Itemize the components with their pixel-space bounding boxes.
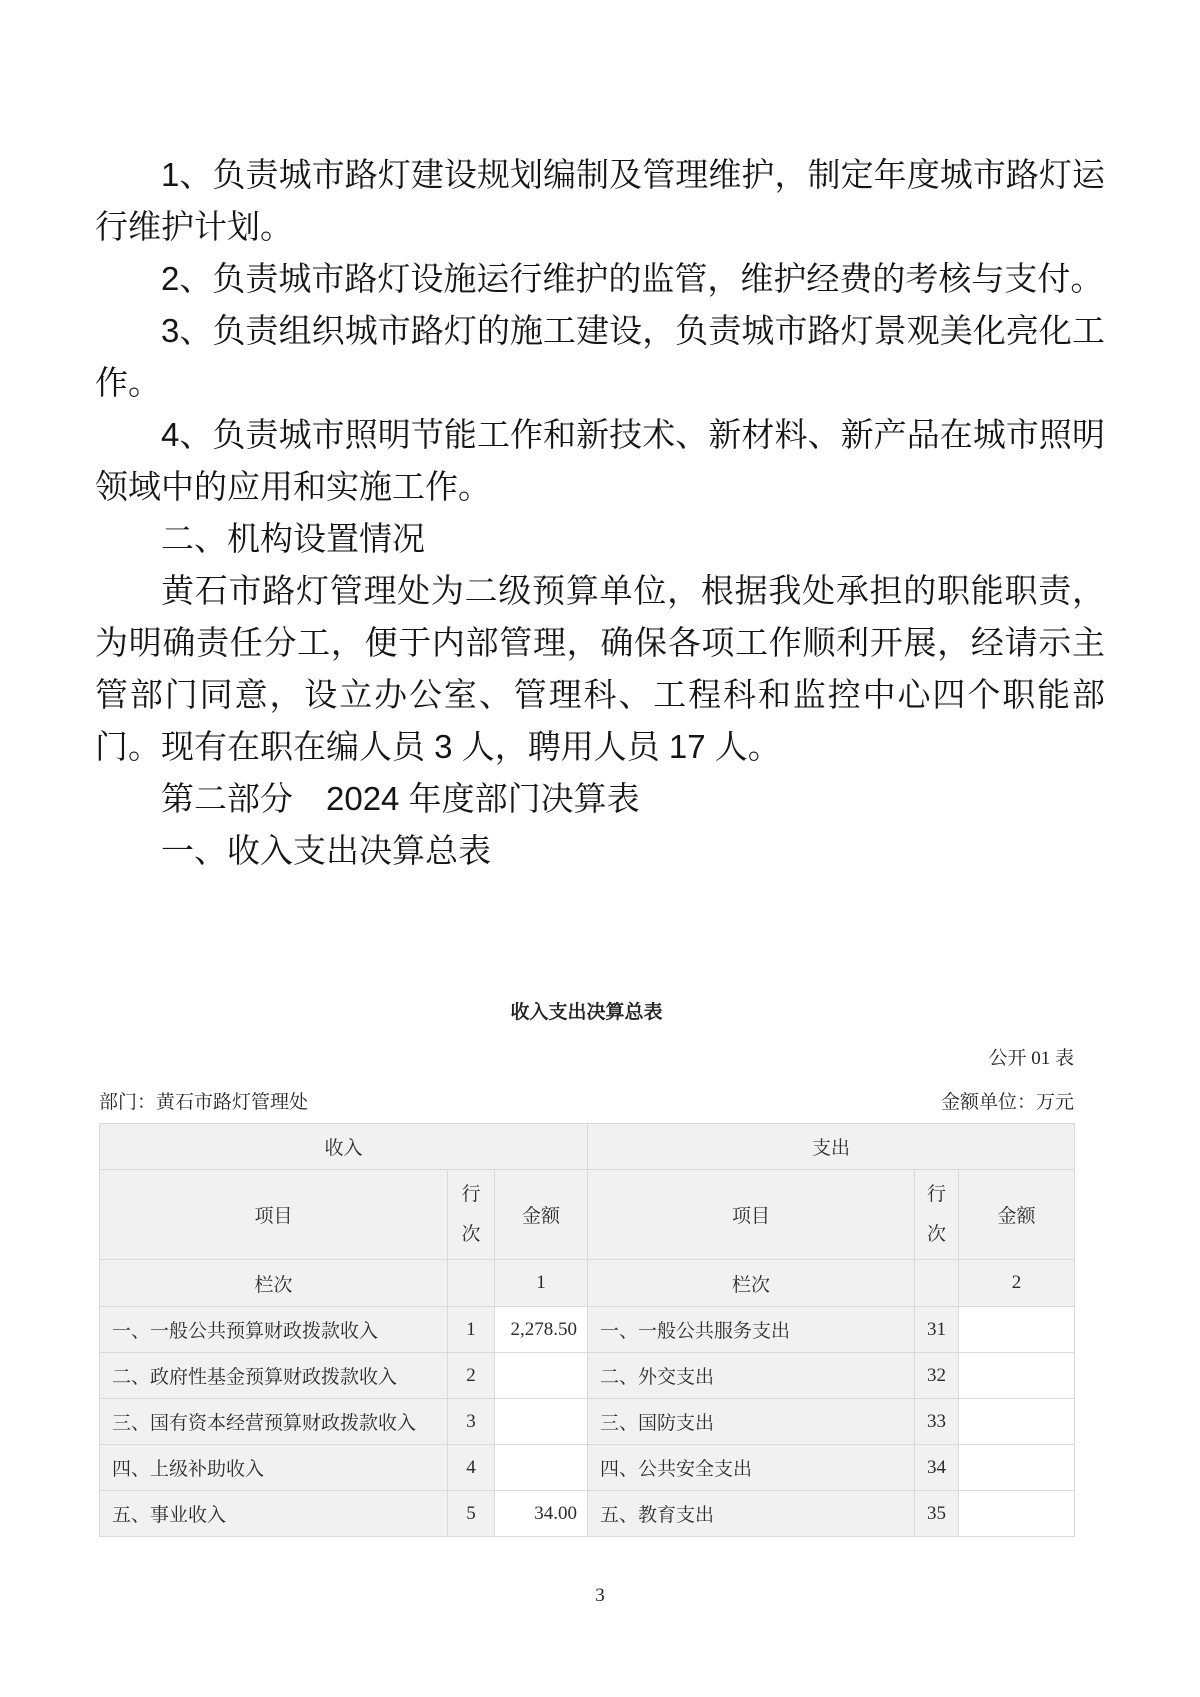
income-amount-cell: 34.00 xyxy=(495,1491,588,1537)
table-row xyxy=(100,1399,1075,1445)
income-section-header: 收入 xyxy=(100,1124,588,1170)
expenditure-row-no-cell: 32 xyxy=(915,1353,959,1399)
column-index-empty xyxy=(915,1260,959,1307)
income-item-cell: 二、政府性基金预算财政拨款收入 xyxy=(100,1353,448,1399)
column-index-expenditure: 2 xyxy=(959,1260,1075,1307)
row-no-stack xyxy=(915,1175,958,1255)
expenditure-row-no-cell: 34 xyxy=(915,1445,959,1491)
income-row-no-cell: 5 xyxy=(448,1491,495,1537)
body-paragraph: 3、负责组织城市路灯的施工建设，负责城市路灯景观美化亮化工作。 xyxy=(95,312,1105,401)
row-no-char-top: 行 xyxy=(461,1183,481,1205)
column-header-item: 项目 xyxy=(588,1170,915,1260)
body-paragraph: 1、负责城市路灯建设规划编制及管理维护，制定年度城市路灯运行维护计划。 xyxy=(95,156,1105,245)
income-row-no-cell: 3 xyxy=(448,1399,495,1445)
table-row xyxy=(100,1307,1075,1353)
table-sheet-label: 公开 01 表 xyxy=(988,1048,1074,1069)
row-no-char-bottom: 次 xyxy=(461,1223,481,1245)
section-heading: 二、机构设置情况 xyxy=(161,520,425,557)
expenditure-amount-cell xyxy=(959,1491,1075,1537)
column-header-amount: 金额 xyxy=(495,1170,588,1260)
expenditure-amount-cell xyxy=(959,1307,1075,1353)
body-text-block xyxy=(95,149,1105,877)
table-section-header-row xyxy=(100,1124,1075,1170)
column-header-row-no xyxy=(915,1170,959,1260)
income-expenditure-table xyxy=(99,1123,1075,1537)
column-index-label: 栏次 xyxy=(100,1260,448,1307)
column-header-item: 项目 xyxy=(100,1170,448,1260)
part-heading: 第二部分 2024 年度部门决算表 xyxy=(161,780,640,817)
row-no-char-bottom: 次 xyxy=(927,1223,947,1245)
income-row-no-cell: 2 xyxy=(448,1353,495,1399)
expenditure-item-cell: 三、国防支出 xyxy=(588,1399,915,1445)
row-no-char-top: 行 xyxy=(927,1183,947,1205)
income-item-cell: 三、国有资本经营预算财政拨款收入 xyxy=(100,1399,448,1445)
table-row xyxy=(100,1353,1075,1399)
income-amount-cell xyxy=(495,1445,588,1491)
page-number: 3 xyxy=(595,1585,605,1606)
body-paragraph: 黄石市路灯管理处为二级预算单位，根据我处承担的职能职责，为明确责任分工，便于内部管理，确保各项工作顺利开展，经请示主管部门同意，设立办公室、管理科、工程科和监控中心四个职能部门。现有在职在编人员 3 人，聘用人员 17 人。 xyxy=(95,572,1105,765)
table-column-header-row xyxy=(100,1170,1075,1260)
table-title: 收入支出决算总表 xyxy=(510,1002,663,1023)
income-row-no-cell: 4 xyxy=(448,1445,495,1491)
subsection-heading: 一、收入支出决算总表 xyxy=(161,832,491,869)
column-index-row xyxy=(100,1260,1075,1307)
table-row xyxy=(100,1445,1075,1491)
expenditure-amount-cell xyxy=(959,1353,1075,1399)
table-unit-note: 金额单位：万元 xyxy=(940,1092,1074,1113)
column-header-row-no xyxy=(448,1170,495,1260)
column-index-income: 1 xyxy=(495,1260,588,1307)
expenditure-item-cell: 一、一般公共服务支出 xyxy=(588,1307,915,1353)
expenditure-item-cell: 二、外交支出 xyxy=(588,1353,915,1399)
income-item-cell: 一、一般公共预算财政拨款收入 xyxy=(100,1307,448,1353)
expenditure-row-no-cell: 31 xyxy=(915,1307,959,1353)
income-item-cell: 四、上级补助收入 xyxy=(100,1445,448,1491)
column-index-empty xyxy=(448,1260,495,1307)
expenditure-amount-cell xyxy=(959,1445,1075,1491)
column-header-amount: 金额 xyxy=(959,1170,1075,1260)
table-row xyxy=(100,1491,1075,1537)
row-no-stack xyxy=(448,1175,494,1255)
expenditure-row-no-cell: 33 xyxy=(915,1399,959,1445)
income-amount-cell: 2,278.50 xyxy=(495,1307,588,1353)
table-department: 部门：黄石市路灯管理处 xyxy=(99,1092,309,1113)
body-paragraph: 2、负责城市路灯设施运行维护的监管，维护经费的考核与支付。 xyxy=(161,260,1104,297)
income-amount-cell xyxy=(495,1353,588,1399)
budget-table-section xyxy=(99,1000,1074,1537)
income-amount-cell xyxy=(495,1399,588,1445)
expenditure-item-cell: 五、教育支出 xyxy=(588,1491,915,1537)
column-index-label: 栏次 xyxy=(588,1260,915,1307)
expenditure-row-no-cell: 35 xyxy=(915,1491,959,1537)
income-item-cell: 五、事业收入 xyxy=(100,1491,448,1537)
expenditure-section-header: 支出 xyxy=(588,1124,1075,1170)
expenditure-item-cell: 四、公共安全支出 xyxy=(588,1445,915,1491)
expenditure-amount-cell xyxy=(959,1399,1075,1445)
table-meta-row xyxy=(99,1090,1074,1116)
income-row-no-cell: 1 xyxy=(448,1307,495,1353)
body-paragraph: 4、负责城市照明节能工作和新技术、新材料、新产品在城市照明领域中的应用和实施工作。 xyxy=(95,416,1105,505)
